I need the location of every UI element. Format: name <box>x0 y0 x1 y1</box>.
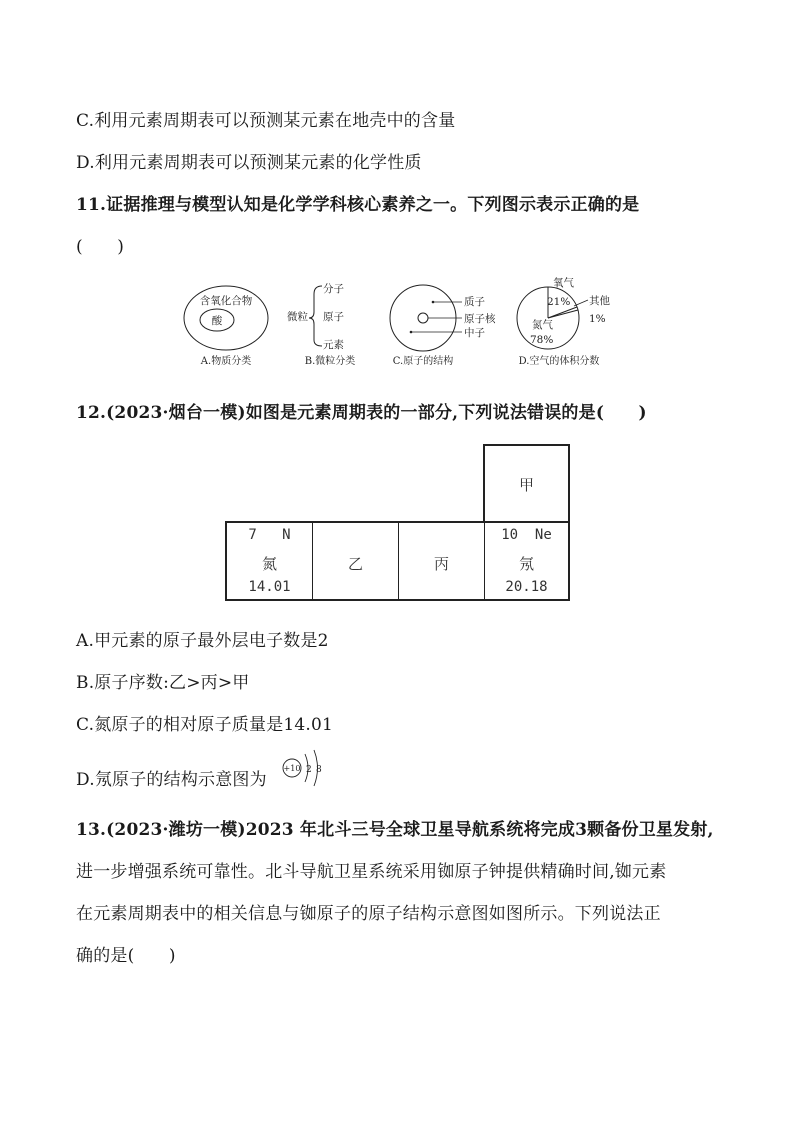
cell-nitrogen <box>227 523 313 599</box>
figure-a-material-classification <box>184 286 268 367</box>
nucleus-charge: +10 <box>283 764 301 773</box>
label-other-pct: 1% <box>589 313 606 325</box>
label-acid: 酸 <box>211 315 223 327</box>
nitrogen-name: 氮 <box>261 555 277 573</box>
option-b-q12: B.原子序数:乙>丙>甲 <box>76 673 250 693</box>
nucleus-circle <box>418 313 428 323</box>
question-13-line2: 进一步增强系统可靠性。北斗导航卫星系统采用铷原子钟提供精确时间,铷元素 <box>76 862 667 882</box>
figure-b-particle-classification <box>287 282 355 367</box>
cell-bing-label: 丙 <box>433 555 449 573</box>
neon-number-symbol: 10 Ne <box>501 527 552 543</box>
cell-jia <box>483 444 570 523</box>
label-nitrogen: 氮气 <box>532 319 553 331</box>
question-13-line1: 13.(2023·潍坊一模)2023 年北斗三号全球卫星导航系统将完成3颗备份卫星发射, <box>76 820 714 840</box>
label-particle: 微粒 <box>287 311 308 323</box>
label-neutron: 中子 <box>464 327 485 339</box>
nitrogen-mass: 14.01 <box>248 579 291 595</box>
label-molecule: 分子 <box>323 283 344 295</box>
cell-yi <box>313 523 399 599</box>
brace <box>309 286 322 346</box>
label-atom: 原子 <box>323 311 344 323</box>
question-13-line4: 确的是( ) <box>76 946 176 966</box>
label-other: 其他 <box>589 295 610 307</box>
nitrogen-number-symbol: 7 N <box>248 527 291 543</box>
caption-a: A.物质分类 <box>200 356 252 367</box>
shell-2-electrons: 8 <box>316 765 322 775</box>
option-d-q10: D.利用元素周期表可以预测某元素的化学性质 <box>76 153 422 173</box>
shell-1-electrons: 2 <box>306 765 312 775</box>
question-13-line3: 在元素周期表中的相关信息与铷原子的原子结构示意图如图所示。下列说法正 <box>76 904 661 924</box>
neon-mass: 20.18 <box>505 579 548 595</box>
caption-d: D.空气的体积分数 <box>518 356 600 367</box>
label-nucleus: 原子核 <box>464 313 496 325</box>
table-row <box>225 521 570 601</box>
option-c-q10: C.利用元素周期表可以预测某元素在地壳中的含量 <box>76 111 456 131</box>
dot-particle-2 <box>410 331 413 334</box>
dot-particle <box>432 301 435 304</box>
caption-b: B.微粒分类 <box>304 356 356 367</box>
cell-neon <box>485 523 568 599</box>
label-nitrogen-pct: 78% <box>530 334 554 346</box>
question-12: 12.(2023·烟台一模)如图是元素周期表的一部分,下列说法错误的是( ) <box>76 403 647 423</box>
label-element: 元素 <box>323 339 344 351</box>
cell-bing <box>399 523 485 599</box>
label-oxygen: 氧气 <box>553 277 574 289</box>
caption-c: C.原子的结构 <box>392 356 454 367</box>
question-11-paren: ( ) <box>76 237 125 257</box>
cell-yi-label: 乙 <box>347 555 363 573</box>
label-proton: 质子 <box>464 296 485 308</box>
neon-structure-diagram <box>281 748 329 788</box>
cell-jia-label: 甲 <box>518 476 534 494</box>
periodic-table-fragment <box>225 444 570 601</box>
label-oxygen-compound: 含氧化合物 <box>199 295 253 307</box>
label-oxygen-pct: 21% <box>547 296 571 308</box>
figure-q11 <box>170 270 630 375</box>
option-a-q12: A.甲元素的原子最外层电子数是2 <box>76 631 329 651</box>
option-d-q12: D.氖原子的结构示意图为 <box>76 770 267 790</box>
question-11: 11.证据推理与模型认知是化学学科核心素养之一。下列图示表示正确的是 <box>76 195 640 215</box>
neon-name: 氖 <box>518 555 534 573</box>
figure-c-atom-structure <box>390 285 496 367</box>
option-c-q12: C.氮原子的相对原子质量是14.01 <box>76 715 334 735</box>
figure-d-air-pie <box>517 276 610 367</box>
